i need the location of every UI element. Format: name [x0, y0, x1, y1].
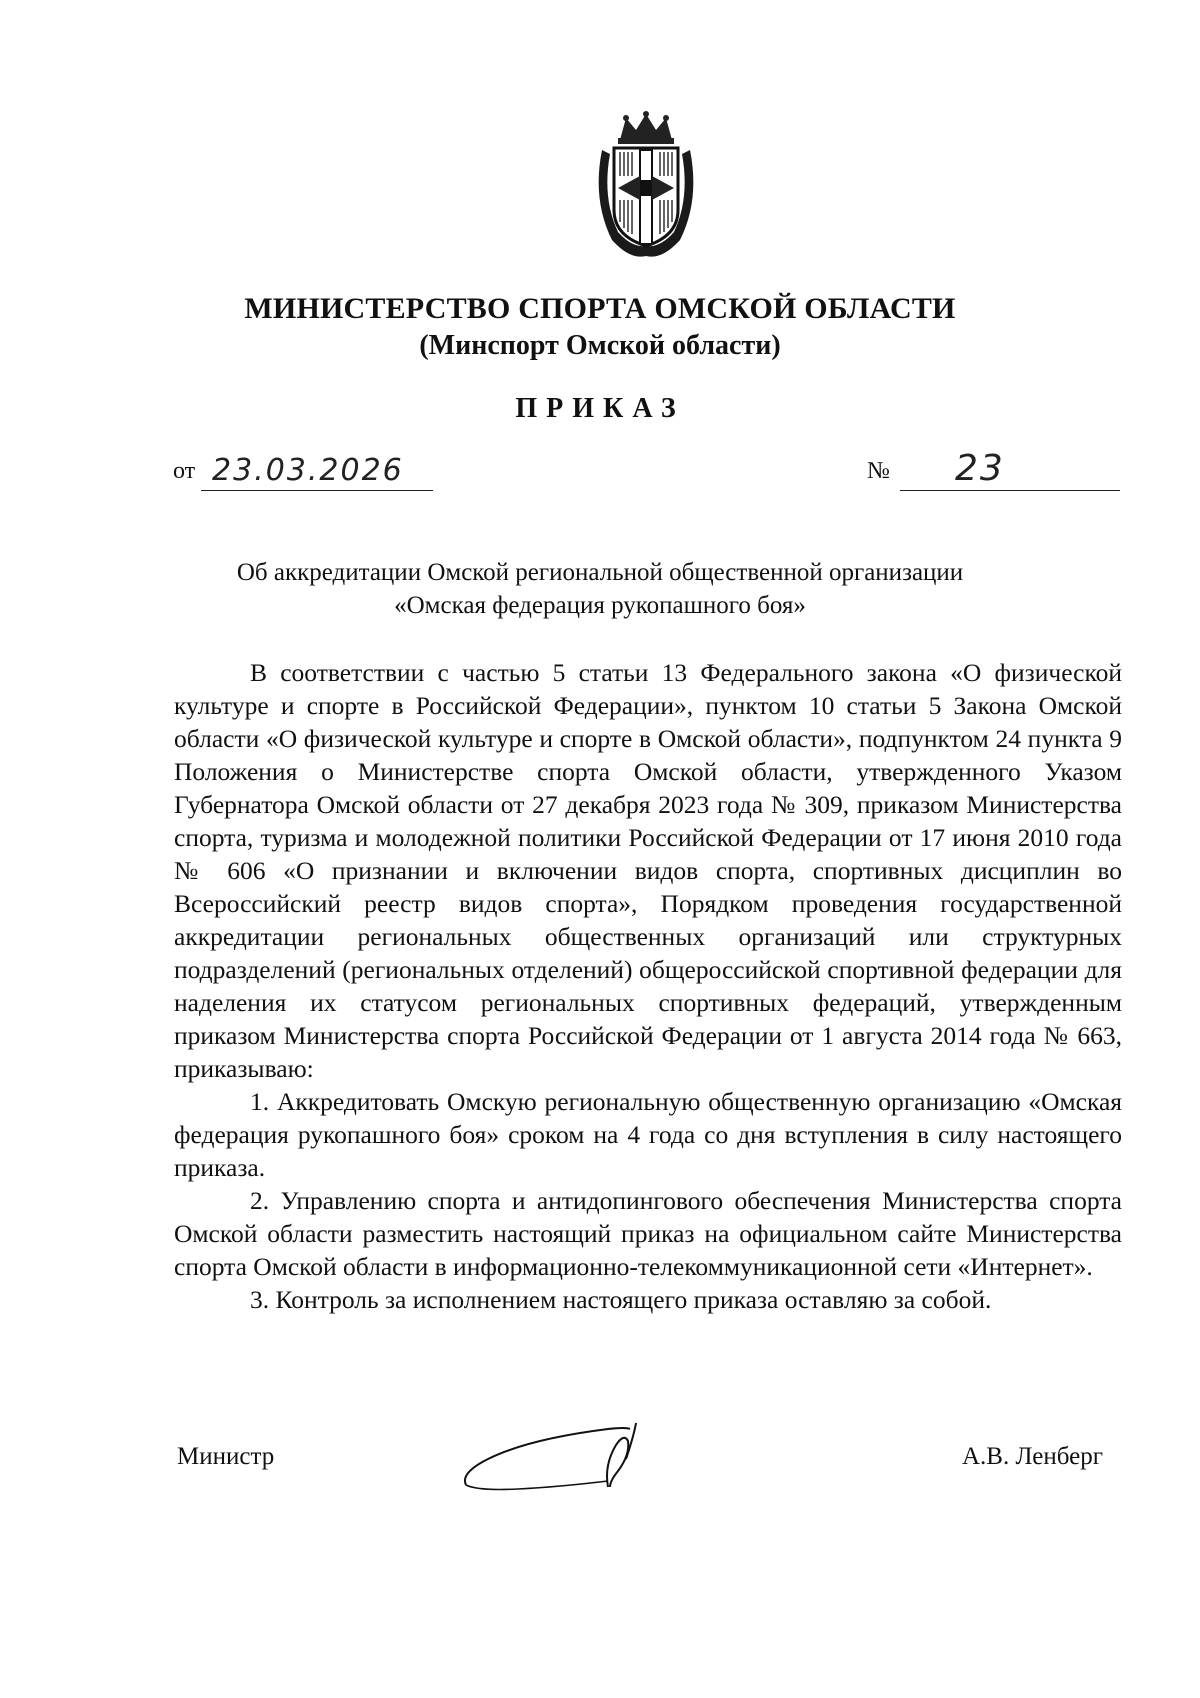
subject-line-2: «Омская федерация рукопашного боя»	[394, 592, 806, 619]
number-underline	[900, 490, 1120, 491]
order-item-2: 2. Управлению спорта и антидопингового обеспечения Министерства спорта Омской области разместить настоящий приказ на официальном сайте Министерства спорта Омской области в информационно-телекоммуникационной сети «Интернет».	[174, 1186, 1122, 1281]
document-number: 23	[955, 448, 1005, 489]
date-underline	[201, 490, 433, 491]
document-body	[174, 656, 1122, 1316]
date-prefix: от	[173, 458, 196, 484]
order-item-1: 1. Аккредитовать Омскую региональную общественную организацию «Омская федерация рукопашного боя» сроком на 4 года со дня вступления в силу настоящего приказа.	[174, 1087, 1122, 1182]
number-prefix: №	[867, 458, 890, 484]
signatory-name: А.В. Ленберг	[962, 1443, 1103, 1470]
organization-short-name: (Минспорт Омской области)	[419, 330, 781, 361]
signatory-title: Министр	[177, 1443, 275, 1470]
document-subject	[150, 556, 1050, 622]
organization-title: МИНИСТЕРСТВО СПОРТА ОМСКОЙ ОБЛАСТИ	[244, 292, 956, 325]
preamble-paragraph: В соответствии с частью 5 статьи 13 Федерального закона «О физической культуре и спорте в Российской Федерации», пунктом 10 статьи 5 Закона Омской области «О физической культуре и спорте в Омской области», подпунктом 24 пункта 9 Положения о Министерстве спорта Омской области, утвержденного Указом Губернатора Омской области от 27 декабря 2023 года № 309, приказом Министерства спорта, туризма и молодежной политики Российской Федерации от 17 июня 2010 года № 606 «О признании и включении видов спорта, спортивных дисциплин во Всероссийский реестр видов спорта», Порядком проведения государственной аккредитации региональных общественных организаций или структурных подразделений (региональных отделений) общероссийской спортивной федерации для наделения их статусом региональных спортивных федераций, утвержденным приказом Министерства спорта Российской Федерации от 1 августа 2014 года № 663, приказываю:	[174, 658, 1122, 1083]
document-date: 23.03.2026	[212, 453, 404, 488]
handwritten-signature	[458, 1415, 688, 1505]
document-type: ПРИКАЗ	[515, 393, 685, 424]
coat-of-arms-icon	[590, 110, 702, 260]
order-item-3: 3. Контроль за исполнением настоящего приказа оставляю за собой.	[250, 1285, 992, 1314]
subject-line-1: Об аккредитации Омской региональной общественной организации	[236, 559, 964, 586]
